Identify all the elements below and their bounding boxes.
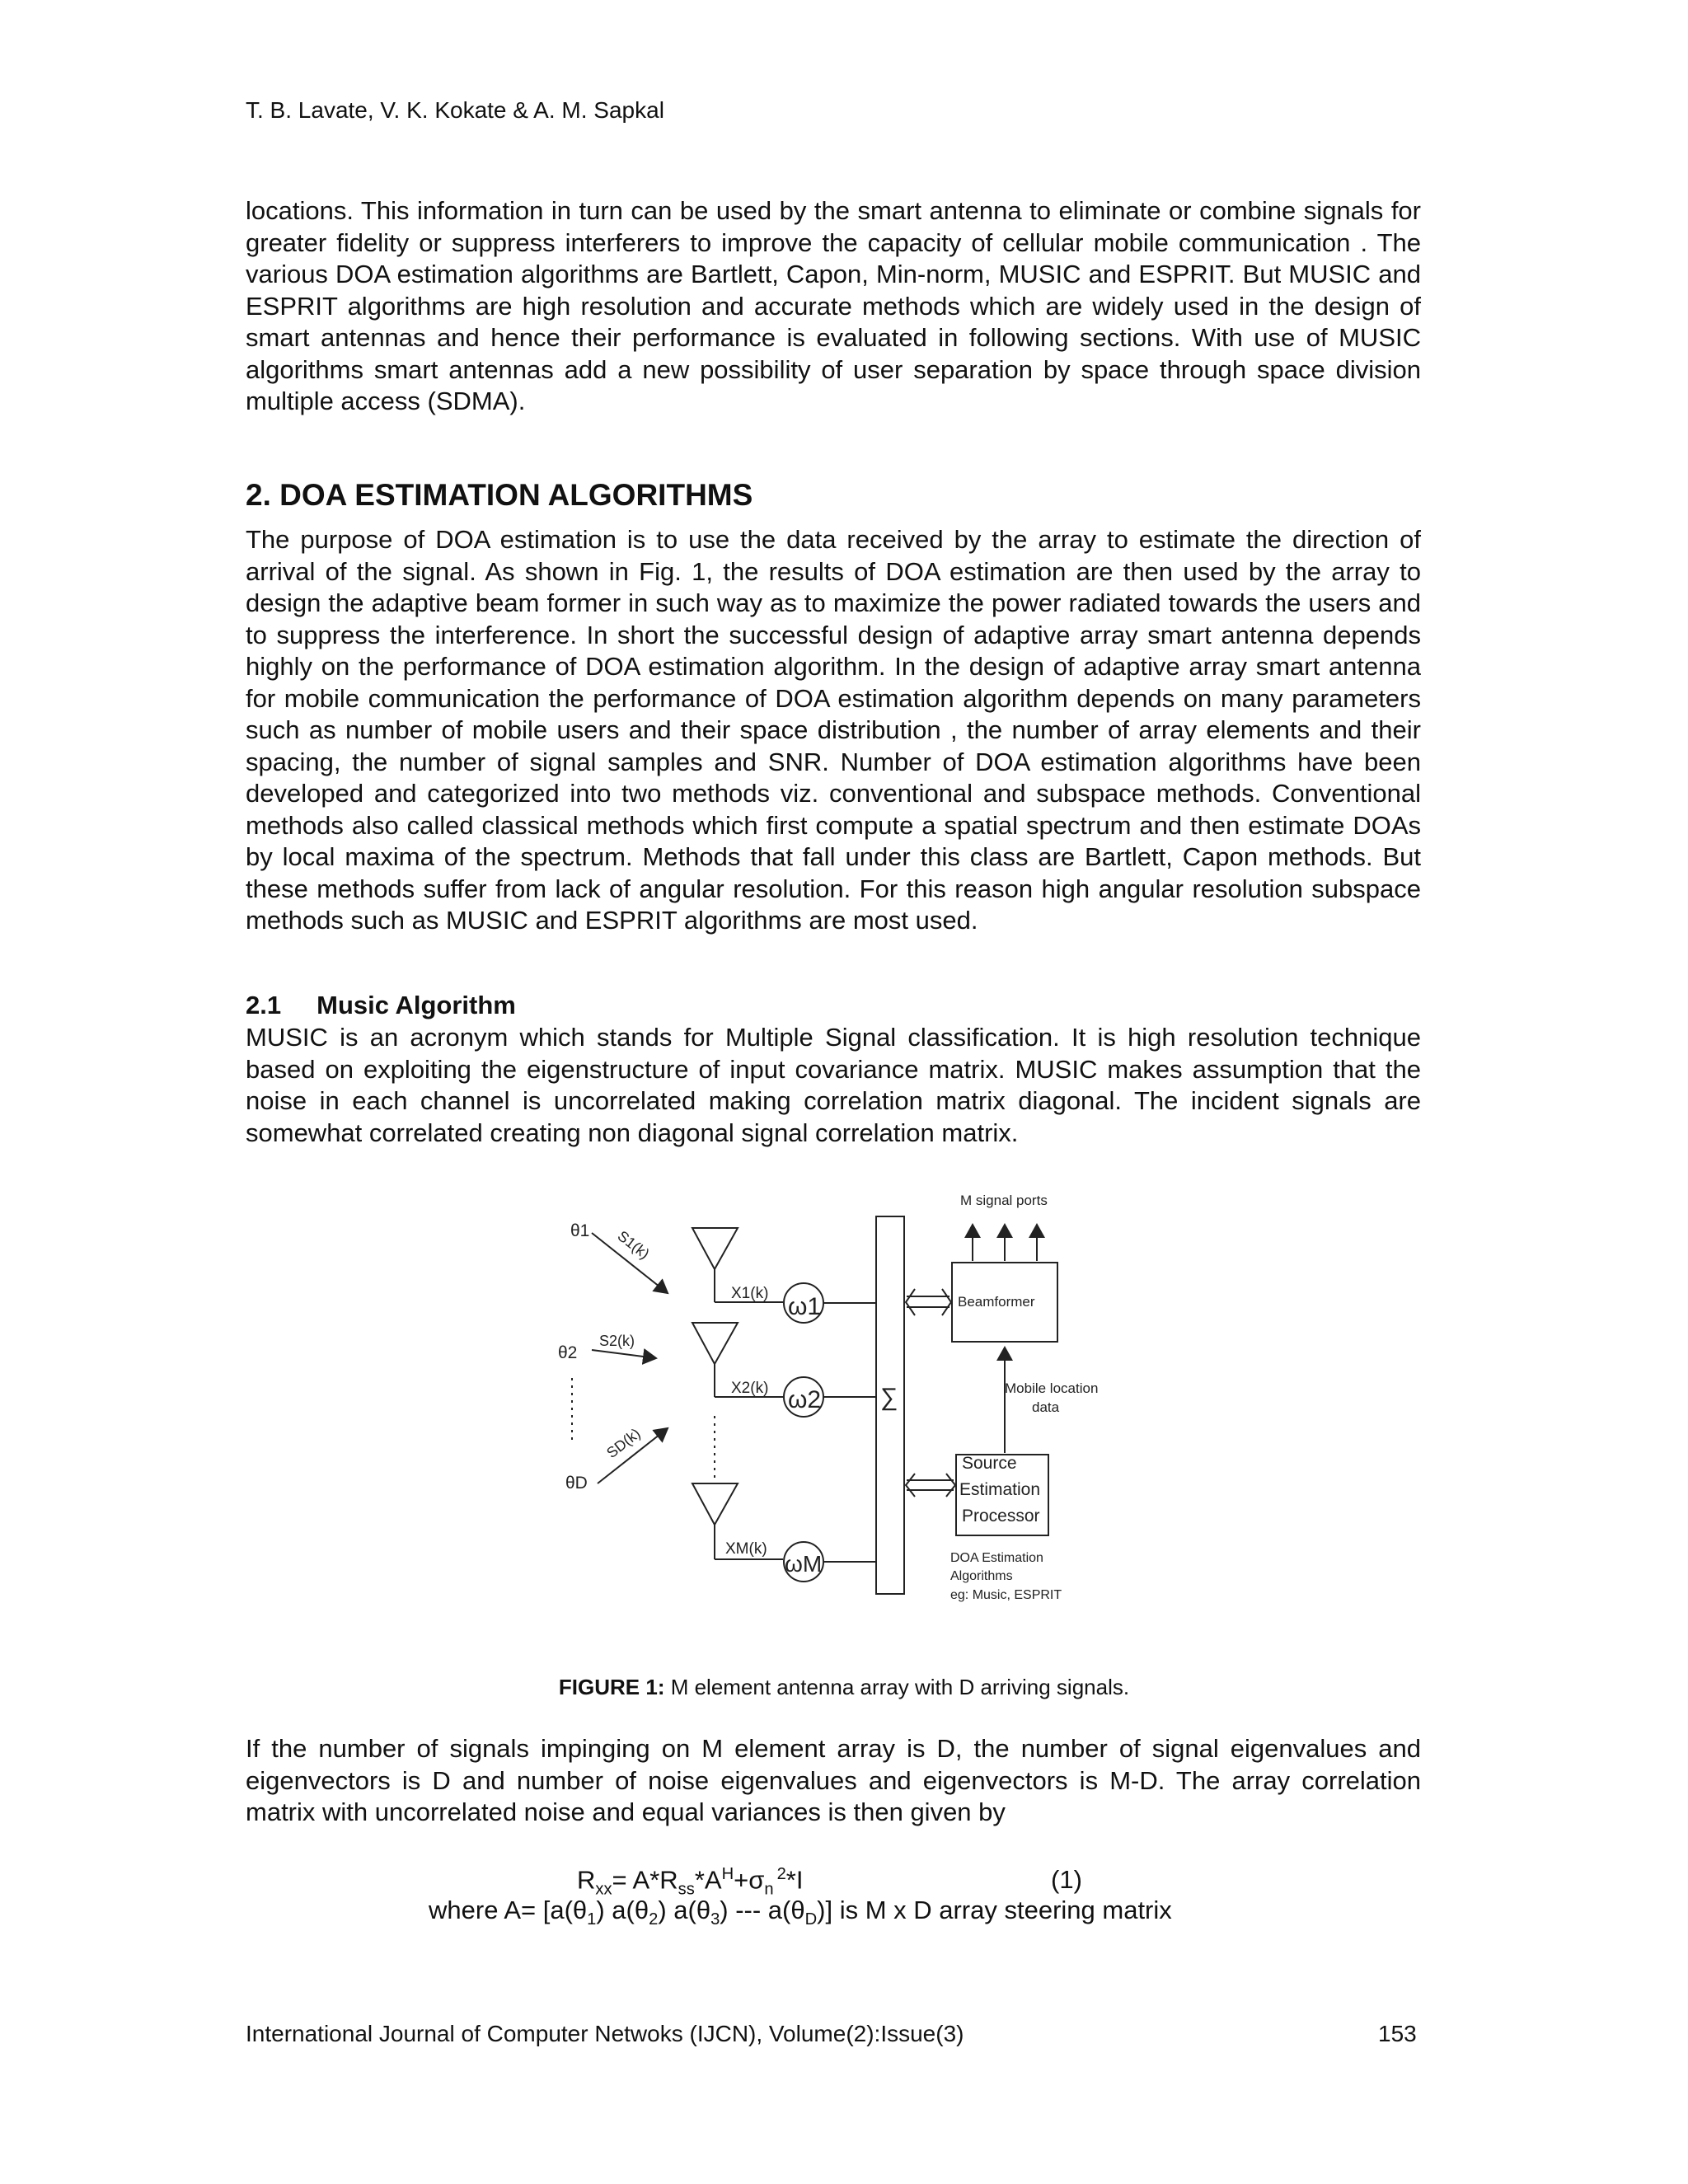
figure-caption-label: FIGURE 1: <box>558 1675 665 1699</box>
section-paragraph: The purpose of DOA estimation is to use the data received by the array to estimate the direction of arrival of the signal. As shown in Fig. 1, the results of DOA estimation are then used by the array to design the adaptive beam former in such way as to maximize the power radiated towards the users and to suppress the interference. In short the successful design of adaptive array smart antenna depends highly on the performance of DOA estimation algorithm. In the design of adaptive array smart antenna for mobile communication the performance of DOA estimation algorithm depends on many parameters such as number of mobile users and their space distribution , the number of array elements and their spacing, the number of signal samples and SNR. Number of DOA estimation algorithms have been developed and categorized into two methods viz. conventional and subspace methods. Conventional methods also called classical methods which first compute a spatial spectrum and then estimate DOAs by local maxima of the spectrum. Methods that fall under this class are Bartlett, Capon methods. But these methods suffer from lack of angular resolution. For this reason high angular resolution subspace methods such as MUSIC and ESPRIT algorithms are most used. <box>246 525 1421 935</box>
label-mobile-location-2: data <box>1032 1399 1060 1415</box>
label-sd: SD(k) <box>603 1425 644 1462</box>
antenna-1 <box>692 1228 738 1269</box>
equation-1: $R_{xx}= A*R_{ss}*A^H+\sigma_n^2*I$ <box>577 1865 804 1899</box>
steering-matrix-definition: where $A= [a(\theta_1)$ $a(\theta_2)$ $a(\theta_3)$ --- $a(\theta_D)$] is M x D array steering matrix <box>429 1896 1172 1929</box>
label-doa-1: DOA Estimation <box>950 1551 1043 1565</box>
music-paragraph: MUSIC is an acronym which stands for Multiple Signal classification. It is high resolution technique based on exploiting the eigenstructure of input covariance matrix. MUSIC makes assumption that the noise in each channel is uncorrelated making correlation matrix diagonal. The incident signals are somewhat correlated creating non diagonal signal correlation matrix. <box>246 1023 1421 1147</box>
equation-number: (1) <box>1051 1865 1082 1894</box>
label-m-signal-ports: M signal ports <box>960 1193 1048 1208</box>
section-heading: 2. DOA ESTIMATION ALGORITHMS <box>246 478 753 512</box>
label-xm: XM(k) <box>725 1540 767 1558</box>
label-s2: S2(k) <box>599 1333 635 1349</box>
label-theta1: θ1 <box>570 1221 590 1240</box>
label-source-1: Source <box>962 1454 1017 1473</box>
label-beamformer: Beamformer <box>958 1294 1035 1310</box>
intro-paragraph: locations. This information in turn can be used by the smart antenna to eliminate or combine signals for greater fidelity or suppress interferers to improve the capacity of cellular mobile communication . The various DOA estimation algorithms are Bartlett, Capon, Min-norm, MUSIC and ESPRIT. But MUSIC and ESPRIT algorithms are high resolution and accurate methods which are widely used in the design of smart antennas and hence their performance is evaluated in following sections. With use of MUSIC algorithms smart antennas add a new possibility of user separation by space through space division multiple access (SDMA). <box>246 196 1421 415</box>
label-theta2: θ2 <box>558 1343 578 1362</box>
label-x2: X2(k) <box>731 1380 769 1397</box>
figure-caption <box>0 1675 1688 1700</box>
antenna-m <box>692 1483 738 1525</box>
footer-page-number: 153 <box>1378 2021 1417 2046</box>
label-source-2: Estimation <box>959 1480 1041 1499</box>
signal-arrow-2 <box>592 1350 656 1358</box>
label-omega1: ω1 <box>788 1293 822 1320</box>
running-head-authors: T. B. Lavate, V. K. Kokate & A. M. Sapkal <box>246 97 664 123</box>
label-doa-2: Algorithms <box>950 1569 1013 1583</box>
figure-caption-text: M element antenna array with D arriving signals. <box>664 1675 1130 1699</box>
label-mobile-location-1: Mobile location <box>1005 1380 1099 1396</box>
label-doa-3: eg: Music, ESPRIT <box>950 1588 1062 1602</box>
label-s1: S1(k) <box>614 1227 653 1263</box>
label-source-3: Processor <box>962 1507 1040 1526</box>
antenna-2 <box>692 1323 738 1364</box>
label-sigma: ∑ <box>880 1384 898 1411</box>
label-x1: X1(k) <box>731 1285 769 1302</box>
label-omega2: ω2 <box>788 1386 822 1413</box>
label-omegam: ωM <box>785 1551 823 1577</box>
after-figure-paragraph: If the number of signals impinging on M element array is D, the number of signal eigenvalues and eigenvectors is D and number of noise eigenvalues and eigenvectors is M-D. The array correlation matrix with uncorrelated noise and equal variances is then given by <box>246 1734 1421 1826</box>
label-thetad: θD <box>565 1474 588 1493</box>
subsection-heading: 2.1 Music Algorithm <box>246 991 516 1019</box>
footer-journal: International Journal of Computer Netwoks (IJCN), Volume(2):Issue(3) <box>246 2021 964 2046</box>
